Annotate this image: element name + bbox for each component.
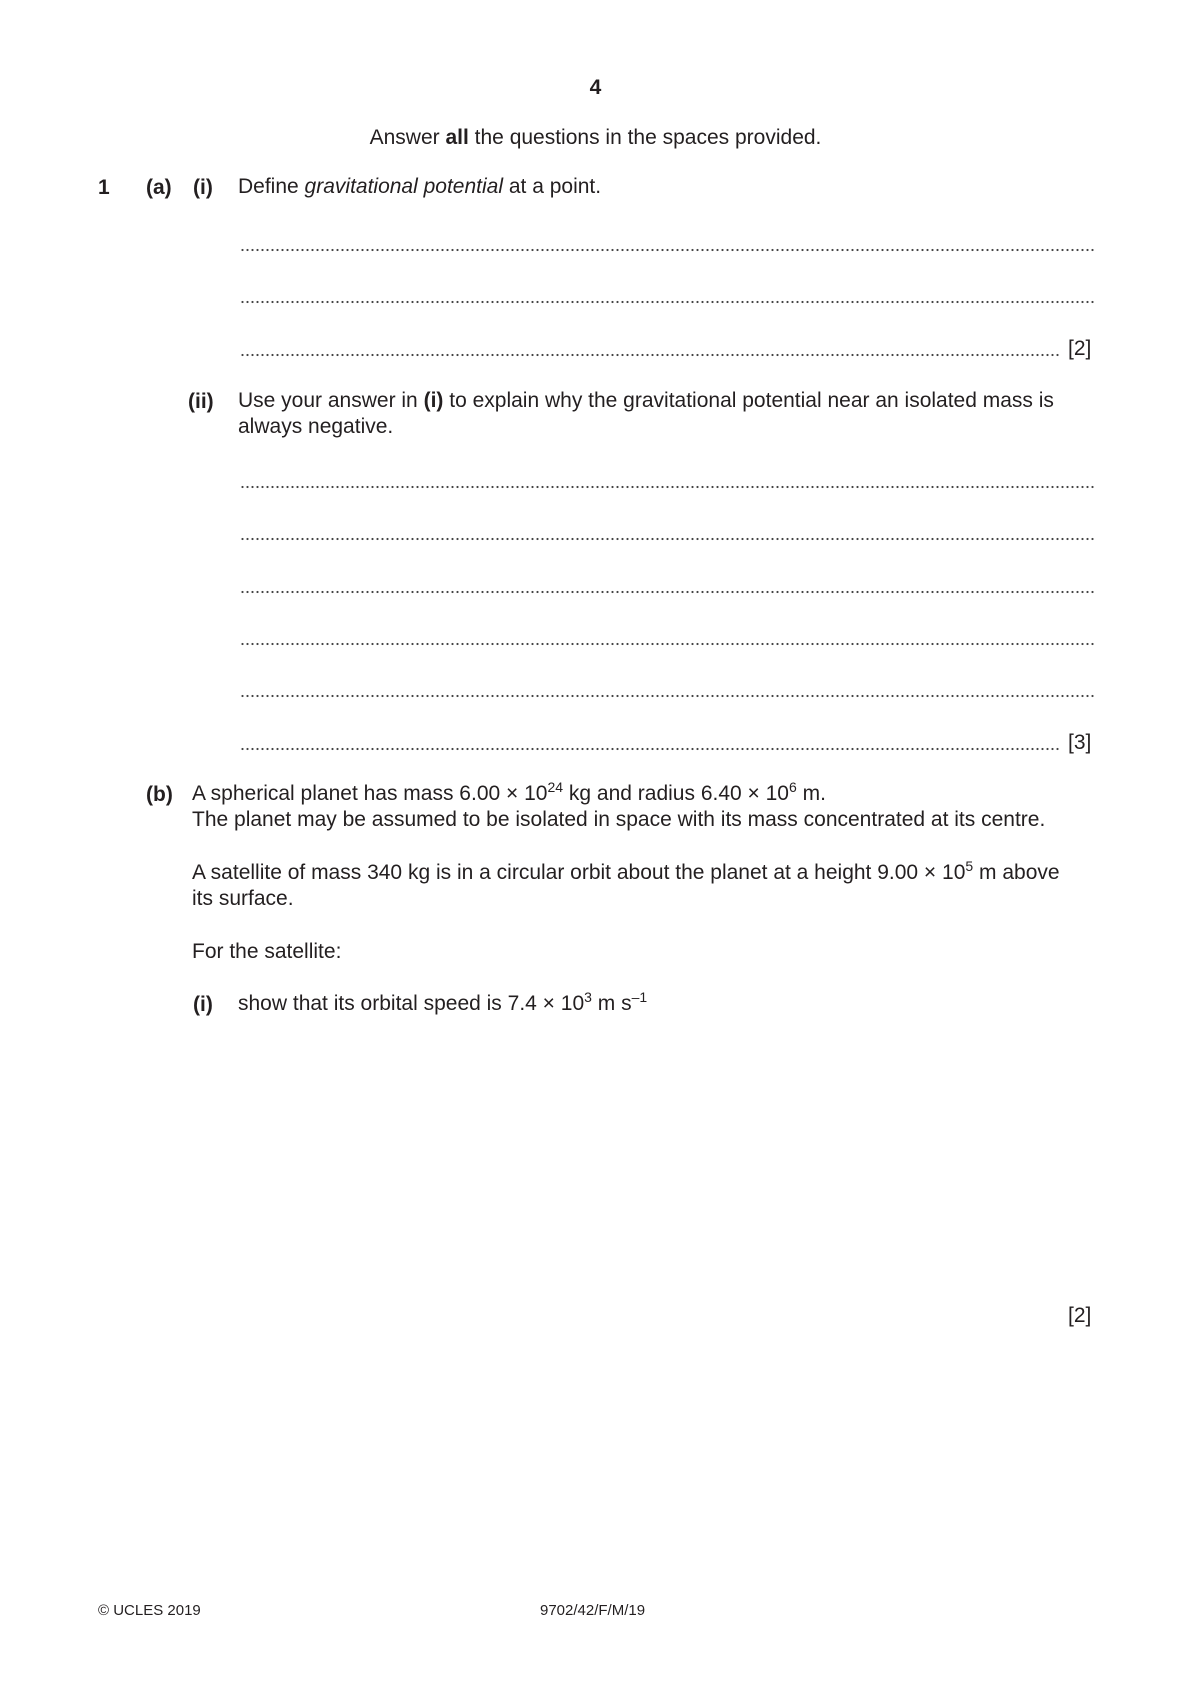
superscript: –1: [631, 989, 648, 1005]
text-part: A spherical planet has mass 6.00 × 10: [192, 782, 548, 805]
part-a-label: (a): [146, 176, 172, 199]
working-space[interactable]: [238, 1030, 1098, 1280]
text-part: m s: [591, 992, 632, 1015]
question-1b-i-text: [238, 991, 647, 1017]
sub-ii-label: (ii): [188, 390, 214, 413]
answer-line[interactable]: [240, 248, 1096, 252]
sub-i-label: (i): [193, 176, 213, 199]
question-1b-para3: For the satellite:: [192, 940, 342, 963]
text-line: [238, 388, 1098, 414]
answer-line[interactable]: [240, 694, 1096, 698]
text-part: m above: [973, 861, 1060, 884]
instruction-text-end: the questions in the spaces provided.: [468, 126, 822, 149]
text-part: m.: [796, 782, 826, 805]
text-part: to explain why the gravitational potential near an isolated mass is: [443, 389, 1054, 412]
mark-allocation: [2]: [1068, 1304, 1092, 1327]
text-line: [192, 781, 1102, 807]
answer-line[interactable]: [240, 642, 1096, 646]
answer-line[interactable]: [240, 353, 1060, 357]
answer-line[interactable]: [240, 747, 1060, 751]
superscript: 6: [788, 779, 797, 795]
text-part: at a point.: [503, 175, 602, 198]
instruction-bold: all: [445, 126, 469, 149]
instruction: [0, 126, 1191, 150]
text-line: always negative.: [238, 415, 394, 438]
text-part: Use your answer in: [238, 389, 424, 412]
page-number: 4: [589, 76, 602, 99]
footer-code: 9702/42/F/M/19: [540, 1602, 646, 1619]
answer-line[interactable]: [240, 300, 1096, 304]
question-1a-i-text: [238, 174, 601, 200]
text-line: [192, 860, 1102, 886]
answer-line[interactable]: [240, 537, 1096, 541]
question-1a-ii-text: [238, 388, 1098, 440]
instruction-text: Answer: [369, 126, 446, 149]
question-1b-text: [192, 781, 1102, 833]
question-number: 1: [98, 176, 110, 199]
answer-line[interactable]: [240, 590, 1096, 594]
mark-allocation: [2]: [1068, 337, 1092, 360]
text-part: kg and radius 6.40 × 10: [563, 782, 789, 805]
answer-line[interactable]: [240, 485, 1096, 489]
text-part: show that its orbital speed is 7.4 × 10: [238, 992, 585, 1015]
text-part: Define: [238, 175, 305, 198]
mark-allocation: [3]: [1068, 731, 1092, 754]
sub-i-label: (i): [193, 993, 213, 1016]
italic-term: gravitational potential: [304, 175, 504, 198]
superscript: 3: [584, 989, 592, 1005]
text-part: A satellite of mass 340 kg is in a circular orbit about the planet at a height 9.00 × 10: [192, 861, 966, 884]
superscript: 5: [965, 858, 974, 874]
bold-ref: (i): [423, 389, 444, 412]
text-line: its surface.: [192, 887, 294, 910]
text-line: The planet may be assumed to be isolated in space with its mass concentrated at its centre.: [192, 808, 1046, 831]
superscript: 24: [547, 779, 564, 795]
question-1b-para2: [192, 860, 1102, 912]
footer-copyright: © UCLES 2019: [98, 1602, 201, 1619]
part-b-label: (b): [146, 783, 173, 806]
